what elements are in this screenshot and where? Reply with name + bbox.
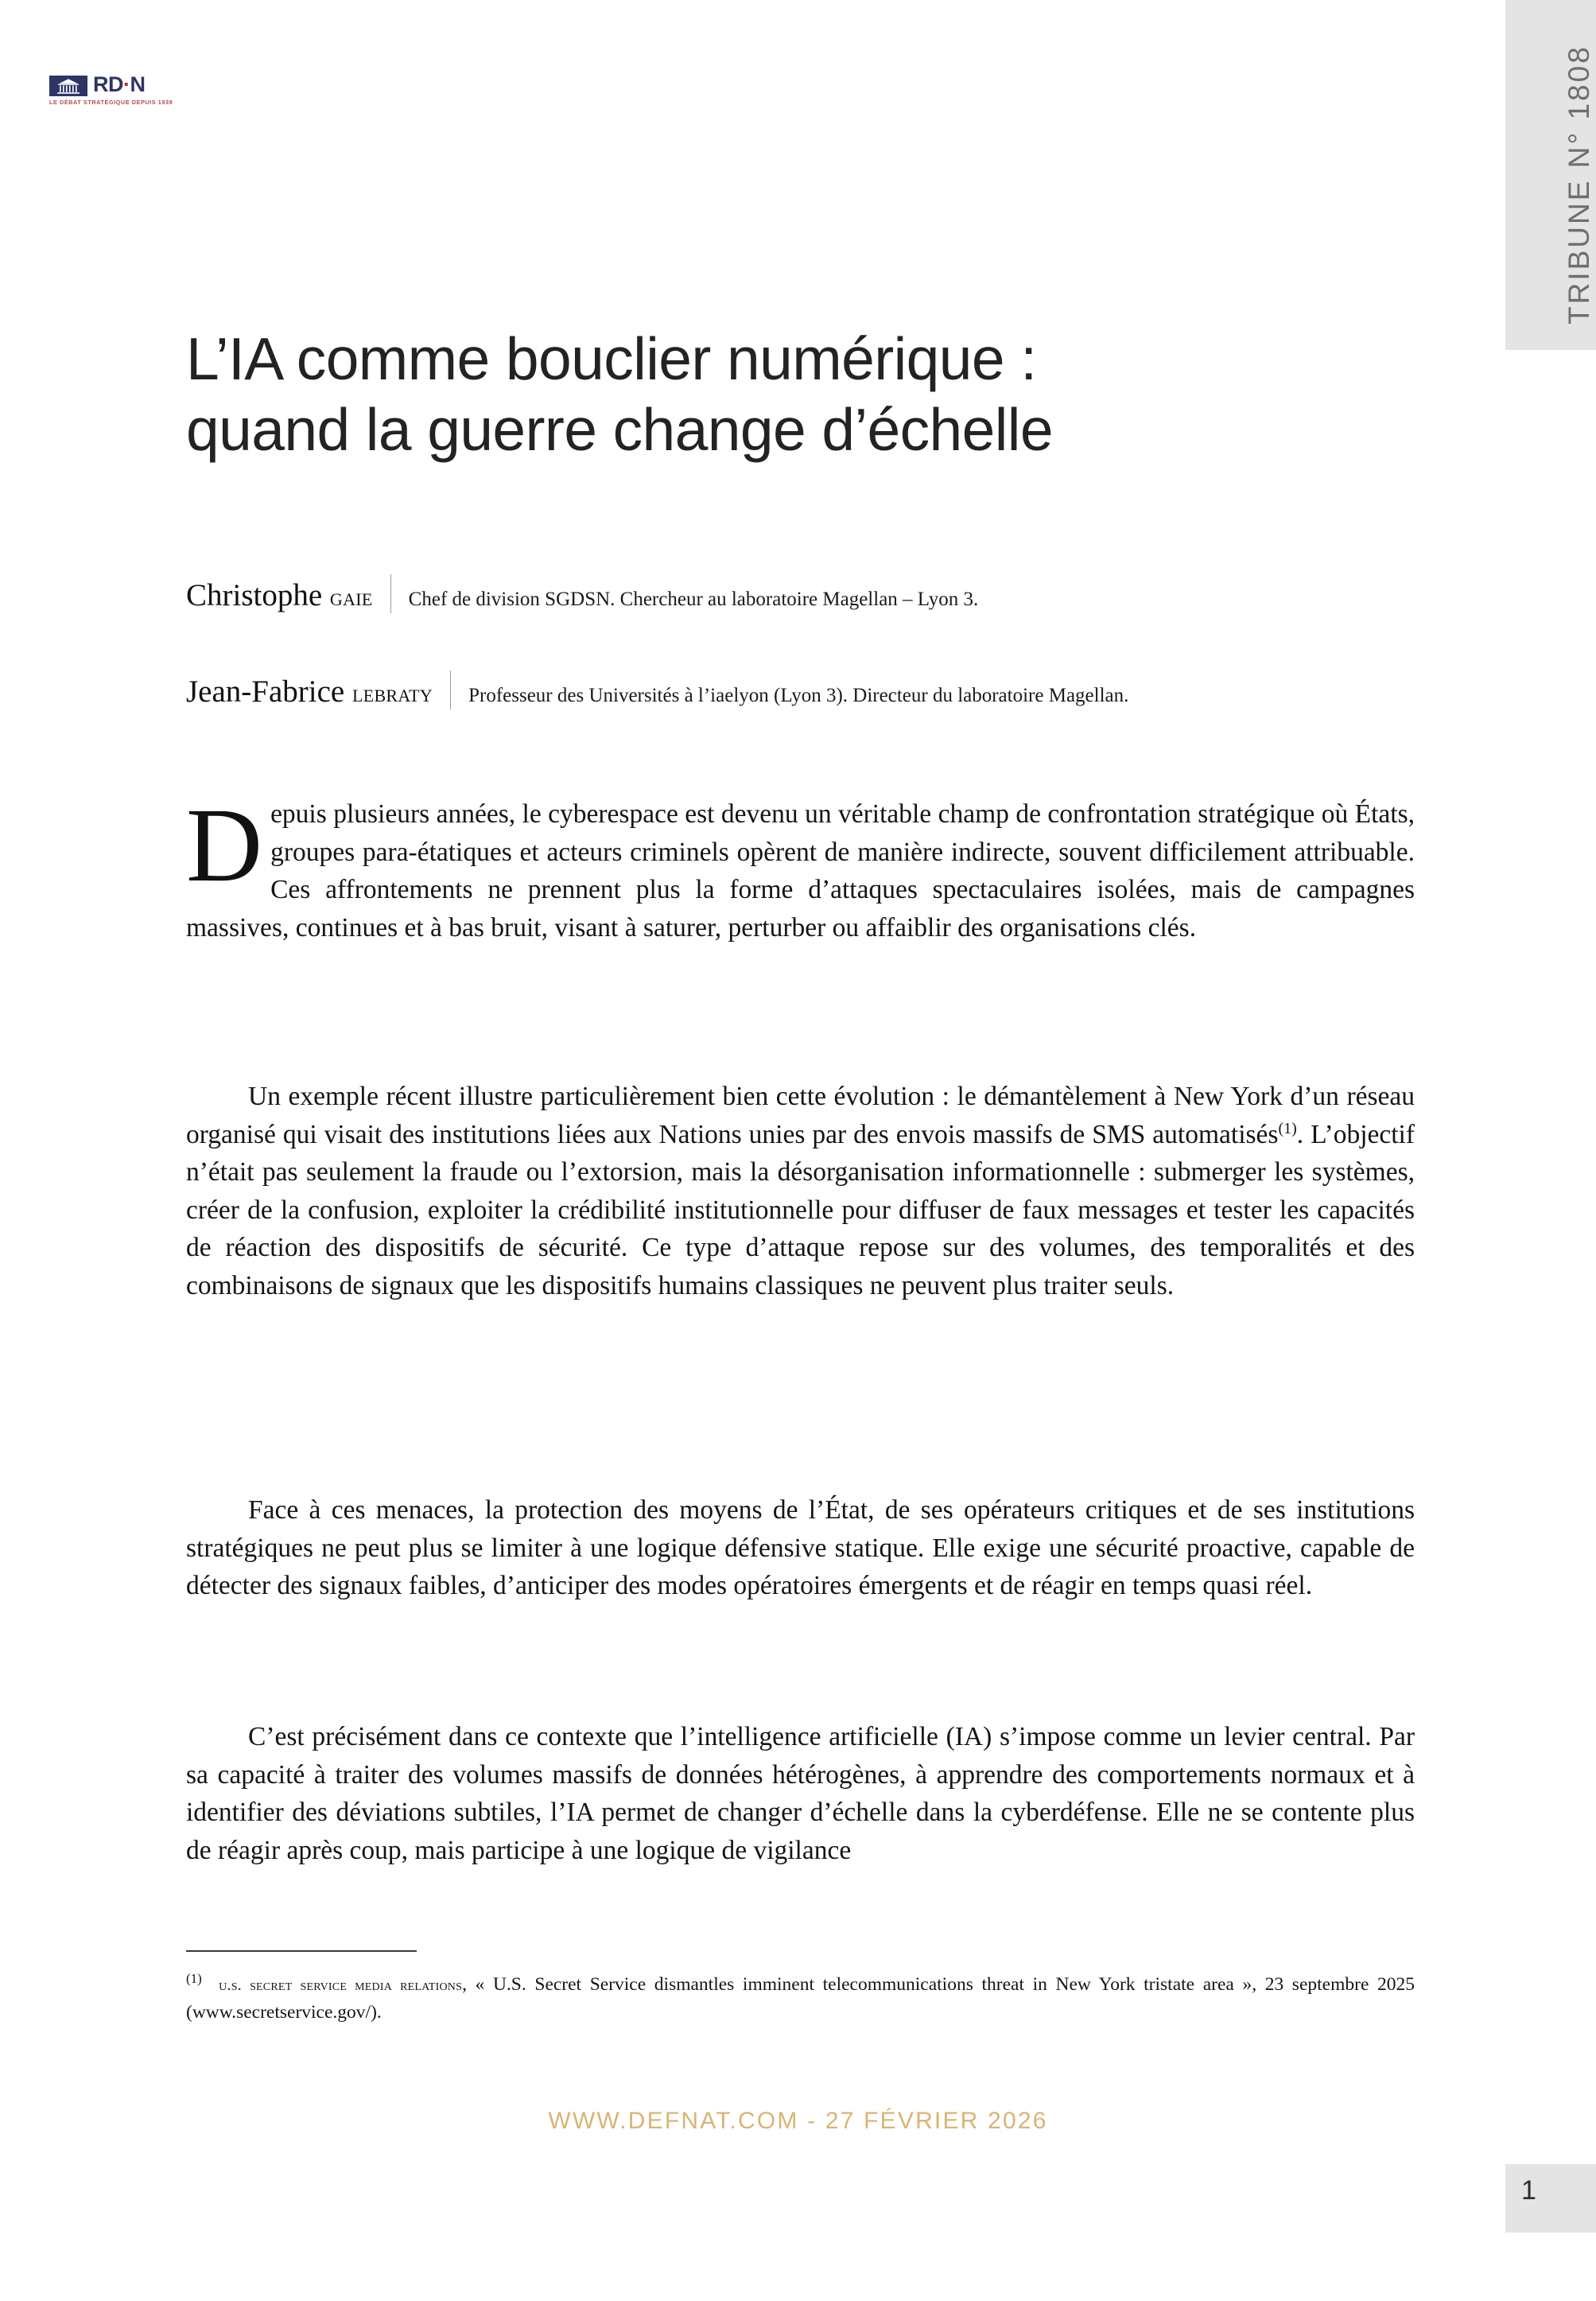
author-name [186,580,373,611]
rdn-wordmark-rd: RD [93,72,123,96]
author-name [186,676,433,707]
page-footer: WWW.DEFNAT.COM - 27 FÉVRIER 2026 [548,2108,1048,2134]
paragraph-3-text: Face à ces menaces, la protection des moyens de l’État, de ses opérateurs critiques et de ses institutions stratégiques ne peut plus se limiter à une logique défensive statique. Elle exige une sécurité proactive, capable de détecter des signaux faibles, d’anticiper des modes opératoires émergents et de réagir en temps quasi réel. [186,1495,1415,1600]
author-family-name: gaie [329,583,373,611]
rdn-wordmark [93,74,146,95]
page-number: 1 [1521,2175,1536,2206]
body-paragraph-4 [186,1718,1415,1869]
author-family-name: lebraty [351,679,433,707]
page-number-box [1505,2164,1596,2233]
paragraph-2-text-part-1: Un exemple récent illustre particulièrement bien cette évolution : le démantèlement à New York d’un réseau organisé qui visait des institutions liées aux Nations unies par des envois massifs de SMS automatisés [186,1082,1415,1149]
paragraph-4-text: C’est précisément dans ce contexte que l’intelligence artificielle (IA) s’impose comme un levier central. Par sa capacité à traiter des volumes massifs de données hétérogènes, à apprendre des comportements normaux et à identifier des déviations subtiles, l’IA permet de changer d’échelle dans la cyberdéfense. Elle ne se contente plus de réagir après coup, mais participe à une logique de vigilance [186,1722,1415,1865]
rdn-wordmark-n: N [130,72,146,96]
page-title-line-2: quand la guerre change d’échelle [186,396,1053,464]
rdn-building-icon [49,76,87,96]
footnote-separator [186,1950,417,1952]
rdn-wordmark-dot: · [123,72,130,96]
author-row [186,566,978,611]
footnote-number: (1) [186,1971,202,1987]
page-title-line-1: L’IA comme bouclier numérique : [186,325,1037,393]
tribune-number-label: TRIBUNE N° 1808 [1563,45,1595,325]
author-given-name: Christophe [186,578,330,612]
rdn-logo[interactable] [49,72,173,107]
footnote-1 [186,1971,1415,2026]
paragraph-2-text-part-2: . L’objectif n’était pas seulement la fraude ou l’extorsion, mais la désorganisation informationnelle : submerger les systèmes, créer de la confusion, exploiter la crédibilité institutionnelle pour diffuser de faux messages et tester les capacités de réaction des dispositifs de sécurité. Ce type d’attaque repose sur des volumes, des temporalités et des combinaisons de signaux que les dispositifs humains classiques ne peuvent plus traiter seuls. [186,1119,1415,1300]
body-paragraph-1 [186,786,1415,946]
paragraph-1-text: epuis plusieurs années, le cyberespace est devenu un véritable champ de confrontation stratégique où États, groupes para-étatiques et acteurs criminels opèrent de manière indirecte, souvent difficilement attribuable. Ces affrontements ne prennent plus la forme d’attaques spectaculaires isolées, mais de campagnes massives, continues et à bas bruit, visant à saturer, perturber ou affaiblir des organisations clés. [186,799,1415,943]
tribune-band [1505,0,1596,350]
author-divider [390,574,391,613]
author-given-name: Jean-Fabrice [186,674,352,709]
author-affiliation: Chef de division SGDSN. Chercheur au laboratoire Magellan – Lyon 3. [408,589,979,610]
drop-cap: D [186,786,263,904]
footnote-source: u.s. secret service media relations [219,1976,463,1994]
author-row [186,663,1128,707]
body-paragraph-2 [186,1078,1415,1304]
footnote-text: , « U.S. Secret Service dismantles imminent telecommunications threat in New York tristate area », 23 septembre 2025 (www.secretservice.gov/). [186,1974,1415,2023]
body-paragraph-3 [186,1491,1415,1605]
page-title [186,325,1458,464]
author-divider [450,670,451,709]
author-affiliation: Professeur des Universités à l’iaelyon (Lyon 3). Directeur du laboratoire Magellan. [468,685,1129,706]
footnote-reference-1[interactable]: (1) [1278,1119,1297,1137]
rdn-tagline: LE DÉBAT STRATÉGIQUE DEPUIS 1939 [49,99,173,106]
